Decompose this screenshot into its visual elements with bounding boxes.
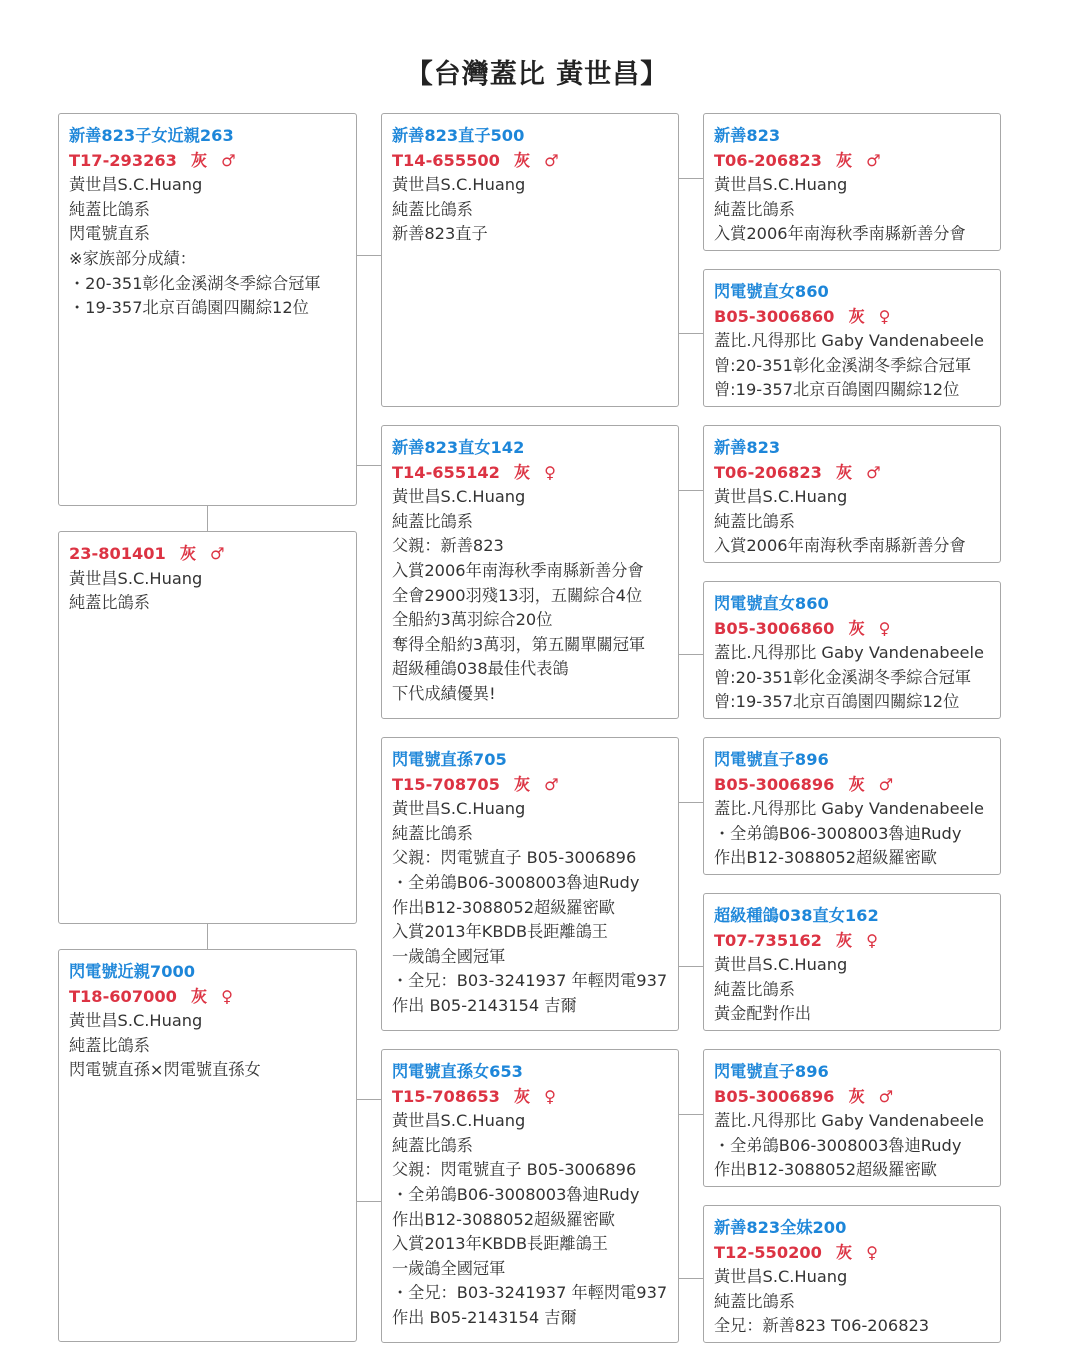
card-line: ・20-351彰化金溪湖冬季綜合冠軍 <box>69 273 321 293</box>
card-line: 父親：閃電號直子 B05-3006896 <box>392 848 637 868</box>
pigeon-name: 閃電號直孫女653 <box>392 1062 523 1081</box>
ring-number: T12-550200 <box>714 1242 822 1262</box>
feather-color: 灰 <box>513 774 531 794</box>
male-icon: ♂ <box>878 1086 894 1106</box>
ring-number: T15-708705 <box>392 774 500 794</box>
ring-number-row <box>714 929 991 954</box>
feather-color: 灰 <box>848 306 865 326</box>
pedigree-card-sire-dam <box>381 425 679 719</box>
pedigree-card-gg7 <box>703 1049 1001 1187</box>
ring-number-row <box>69 542 347 567</box>
card-line: 純蓋比鴿系 <box>69 1035 150 1055</box>
connector-line <box>357 465 381 466</box>
connector-line <box>679 333 703 334</box>
pigeon-name: 閃電號直子896 <box>714 750 829 769</box>
ring-number: T14-655142 <box>392 462 500 482</box>
ring-number-row <box>69 149 347 174</box>
card-line: 一歲鴿全國冠軍 <box>392 946 506 966</box>
ring-number-row <box>714 1241 991 1266</box>
card-line: 作出B12-3088052超級羅密歐 <box>714 848 937 868</box>
card-line: 純蓋比鴿系 <box>714 979 795 999</box>
male-icon: ♂ <box>866 150 881 170</box>
pedigree-card-sire-sire <box>381 113 679 407</box>
pedigree-card-gg8 <box>703 1205 1001 1343</box>
ring-number-row <box>714 461 991 486</box>
pedigree-card-dam-dam <box>381 1049 679 1343</box>
card-line: 父親：新善823 <box>392 536 504 556</box>
ring-number-row <box>69 985 347 1010</box>
ring-number-row <box>714 1085 991 1110</box>
card-line: 黃世昌S.C.Huang <box>392 487 526 507</box>
card-line: 純蓋比鴿系 <box>69 593 150 613</box>
female-icon: ♀ <box>544 1086 556 1106</box>
pedigree-card-dam-sire <box>381 737 679 1031</box>
connector-line <box>357 1201 381 1202</box>
card-line: 黃世昌S.C.Huang <box>714 955 848 975</box>
connector-line <box>679 1278 703 1279</box>
connector-line <box>207 506 208 531</box>
feather-color: 灰 <box>513 462 531 482</box>
male-icon: ♂ <box>544 774 559 794</box>
connector-line <box>679 802 703 803</box>
card-line: 純蓋比鴿系 <box>392 511 473 531</box>
pigeon-name: 新善823 <box>714 126 781 145</box>
feather-color: 灰 <box>835 462 853 482</box>
card-line: 純蓋比鴿系 <box>714 1291 795 1311</box>
female-icon: ♀ <box>866 1242 878 1262</box>
pigeon-name: 閃電號直孫705 <box>392 750 507 769</box>
ring-number: B05-3006860 <box>714 306 835 326</box>
feather-color: 灰 <box>513 1086 531 1106</box>
card-line: 作出B12-3088052超級羅密歐 <box>392 1209 615 1229</box>
connector-line <box>679 654 703 655</box>
card-line: 入賞2006年南海秋季南縣新善分會 <box>714 224 966 244</box>
connector-line <box>679 966 703 967</box>
pigeon-name: 閃電號直女860 <box>714 594 829 613</box>
feather-color: 灰 <box>835 150 853 170</box>
card-line: 作出B12-3088052超級羅密歐 <box>392 897 615 917</box>
pigeon-name: 閃電號直子896 <box>714 1062 829 1081</box>
female-icon: ♀ <box>866 930 878 950</box>
female-icon: ♀ <box>544 462 556 482</box>
ring-number-row <box>714 149 991 174</box>
pedigree-card-gg4 <box>703 581 1001 719</box>
card-line: 黃世昌S.C.Huang <box>714 487 848 507</box>
card-line: 黃世昌S.C.Huang <box>69 175 203 195</box>
ring-number: B05-3006896 <box>714 1086 835 1106</box>
pigeon-name: 新善823 <box>714 438 781 457</box>
card-line: 蓋比.凡得那比 Gaby Vandenabeele <box>714 1111 984 1131</box>
ring-number-row <box>392 1085 669 1110</box>
ring-number: T14-655500 <box>392 150 500 170</box>
ring-number: T06-206823 <box>714 150 822 170</box>
card-line: 父親：閃電號直子 B05-3006896 <box>392 1160 637 1180</box>
card-line: 作出 B05-2143154 吉爾 <box>392 1307 577 1327</box>
male-icon: ♂ <box>878 774 894 794</box>
card-line: ・19-357北京百鴿園四關綜12位 <box>69 298 309 318</box>
card-line: 黃世昌S.C.Huang <box>714 1267 848 1287</box>
pedigree-card-dam <box>58 949 357 1342</box>
pigeon-name: 新善823子女近親263 <box>69 126 234 145</box>
card-line: 蓋比.凡得那比 Gaby Vandenabeele <box>714 643 984 663</box>
ring-number: T18-607000 <box>69 986 177 1006</box>
card-line: 閃電號直孫×閃電號直孫女 <box>69 1060 261 1080</box>
ring-number: B05-3006860 <box>714 618 835 638</box>
card-line: 曾:19-357北京百鴿園四關綜12位 <box>714 692 960 712</box>
card-line: 黃世昌S.C.Huang <box>69 568 203 588</box>
ring-number-row <box>714 773 991 798</box>
card-line: 黃世昌S.C.Huang <box>392 799 526 819</box>
connector-line <box>357 1099 381 1100</box>
pedigree-card-gg1 <box>703 113 1001 251</box>
pedigree-card-gg2 <box>703 269 1001 407</box>
card-line: ・全弟鴿B06-3008003魯迪Rudy <box>714 1135 962 1155</box>
card-line: 奪得全船約3萬羽，第五關單關冠軍 <box>392 634 646 654</box>
feather-color: 灰 <box>513 150 531 170</box>
card-line: 入賞2013年KBDB長距離鴿王 <box>392 1234 608 1254</box>
feather-color: 灰 <box>179 544 197 563</box>
male-icon: ♂ <box>210 544 225 563</box>
feather-color: 灰 <box>835 930 853 950</box>
card-line: 純蓋比鴿系 <box>392 1135 473 1155</box>
card-line: 曾:19-357北京百鴿園四關綜12位 <box>714 380 960 400</box>
card-line: 全船約3萬羽綜合20位 <box>392 610 553 630</box>
pigeon-name: 超級種鴿038直女162 <box>714 906 879 925</box>
ring-number-row <box>392 149 669 174</box>
card-line: 黃世昌S.C.Huang <box>69 1011 203 1031</box>
card-line: 入賞2013年KBDB長距離鴿王 <box>392 922 608 942</box>
feather-color: 灰 <box>190 150 208 170</box>
card-line: 純蓋比鴿系 <box>392 199 473 219</box>
card-line: ・全弟鴿B06-3008003魯迪Rudy <box>392 872 640 892</box>
connector-line <box>679 178 703 179</box>
card-line: ※家族部分成績： <box>69 248 196 268</box>
card-line: 蓋比.凡得那比 Gaby Vandenabeele <box>714 799 984 819</box>
pedigree-card-sire <box>58 113 357 506</box>
card-line: 純蓋比鴿系 <box>69 199 150 219</box>
card-line: 純蓋比鴿系 <box>392 823 473 843</box>
ring-number-row <box>714 305 991 330</box>
feather-color: 灰 <box>848 618 865 638</box>
card-line: 下代成績優異! <box>392 683 496 703</box>
pedigree-card-gg6 <box>703 893 1001 1031</box>
ring-number: T06-206823 <box>714 462 822 482</box>
pigeon-name: 新善823直女142 <box>392 438 525 457</box>
pedigree-card-gg5 <box>703 737 1001 875</box>
connector-line <box>357 255 381 256</box>
male-icon: ♂ <box>544 150 559 170</box>
male-icon: ♂ <box>221 150 236 170</box>
card-line: 曾:20-351彰化金溪湖冬季綜合冠軍 <box>714 355 972 375</box>
female-icon: ♀ <box>878 306 891 326</box>
ring-number: T15-708653 <box>392 1086 500 1106</box>
pedigree-card-subject <box>58 531 357 924</box>
feather-color: 灰 <box>848 774 865 794</box>
card-line: 入賞2006年南海秋季南縣新善分會 <box>714 536 966 556</box>
male-icon: ♂ <box>866 462 881 482</box>
card-line: 作出 B05-2143154 吉爾 <box>392 995 577 1015</box>
female-icon: ♀ <box>878 618 891 638</box>
card-line: 蓋比.凡得那比 Gaby Vandenabeele <box>714 331 984 351</box>
ring-number: 23-801401 <box>69 544 166 563</box>
card-line: ・全弟鴿B06-3008003魯迪Rudy <box>714 823 962 843</box>
card-line: 黃世昌S.C.Huang <box>714 175 848 195</box>
pedigree-card-gg3 <box>703 425 1001 563</box>
female-icon: ♀ <box>221 986 233 1006</box>
ring-number-row <box>392 773 669 798</box>
card-line: 黃世昌S.C.Huang <box>392 1111 526 1131</box>
card-line: ・全兄：B03-3241937 年輕閃電937 <box>392 1283 668 1303</box>
feather-color: 灰 <box>848 1086 865 1106</box>
ring-number-row <box>392 461 669 486</box>
card-line: 全兄：新善823 T06-206823 <box>714 1316 930 1336</box>
card-line: 一歲鴿全國冠軍 <box>392 1258 506 1278</box>
card-line: ・全弟鴿B06-3008003魯迪Rudy <box>392 1184 640 1204</box>
pigeon-name: 新善823直子500 <box>392 126 525 145</box>
card-line: 作出B12-3088052超級羅密歐 <box>714 1160 937 1180</box>
card-line: 黃世昌S.C.Huang <box>392 175 526 195</box>
card-line: ・全兄：B03-3241937 年輕閃電937 <box>392 971 668 991</box>
feather-color: 灰 <box>835 1242 853 1262</box>
page-title: 【台灣蓋比 黃世昌】 <box>405 59 669 90</box>
connector-line <box>679 490 703 491</box>
ring-number: B05-3006896 <box>714 774 835 794</box>
card-line: 純蓋比鴿系 <box>714 199 795 219</box>
pigeon-name: 閃電號直女860 <box>714 282 829 301</box>
card-line: 純蓋比鴿系 <box>714 511 795 531</box>
connector-line <box>207 924 208 949</box>
card-line: 全會2900羽殘13羽，五關綜合4位 <box>392 585 643 605</box>
pigeon-name: 新善823全妹200 <box>714 1218 847 1237</box>
ring-number: T17-293263 <box>69 150 177 170</box>
card-line: 新善823直子 <box>392 224 488 244</box>
feather-color: 灰 <box>190 986 208 1006</box>
card-line: 黃金配對作出 <box>714 1004 812 1024</box>
pigeon-name: 閃電號近親7000 <box>69 962 195 981</box>
card-line: 超級種鴿038最佳代表鴿 <box>392 659 569 679</box>
ring-number-row <box>714 617 991 642</box>
card-line: 曾:20-351彰化金溪湖冬季綜合冠軍 <box>714 667 972 687</box>
card-line: 入賞2006年南海秋季南縣新善分會 <box>392 560 644 580</box>
ring-number: T07-735162 <box>714 930 822 950</box>
card-line: 閃電號直系 <box>69 224 150 244</box>
connector-line <box>679 1114 703 1115</box>
